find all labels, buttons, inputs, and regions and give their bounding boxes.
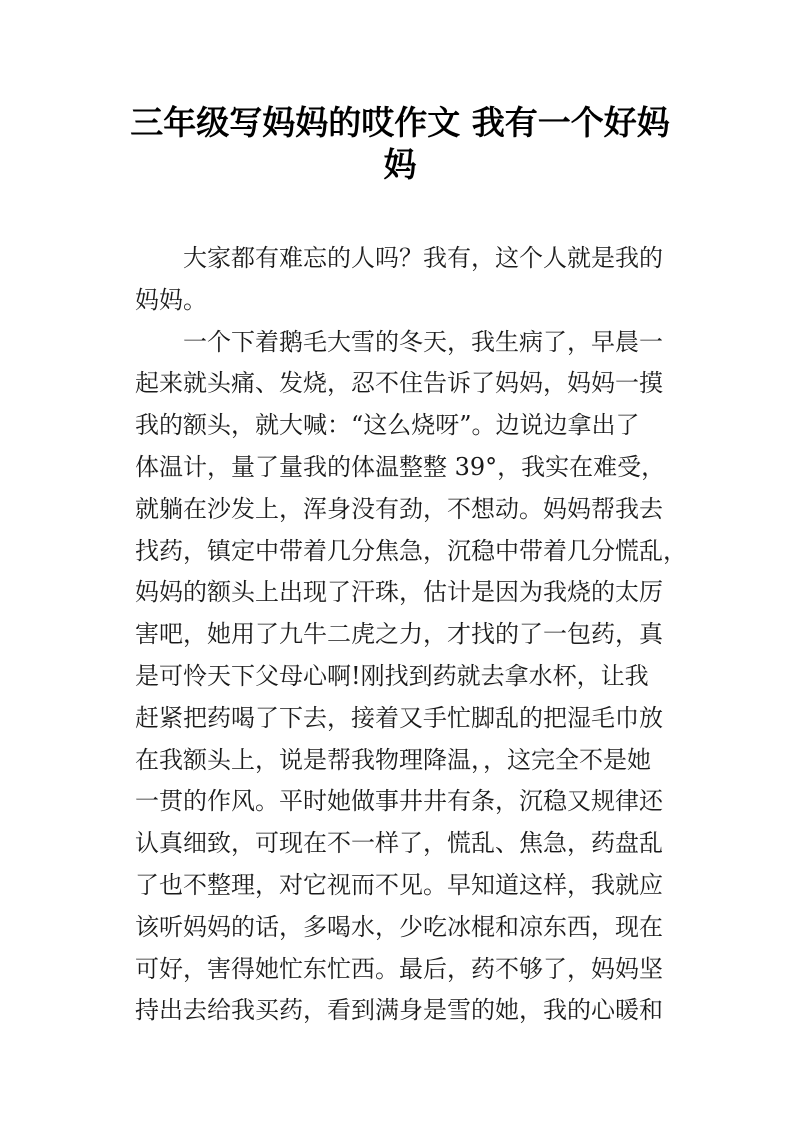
paragraph-line: 找药，镇定中带着几分焦急，沉稳中带着几分慌乱，	[135, 536, 687, 565]
paragraph-line: 我的额头，就大喊：“这么烧呀”。边说边拿出了	[135, 411, 640, 440]
paragraph-line: 认真细致，可现在不一样了，慌乱、焦急，药盘乱	[135, 829, 663, 858]
paragraph-line: 该听妈妈的话，多喝水，少吃冰棍和凉东西，现在	[135, 912, 663, 941]
paragraph-line: 一贯的作风。平时她做事井井有条，沉稳又规律还	[135, 787, 663, 816]
essay-body	[135, 238, 687, 1032]
paragraph-line: 害吧，她用了九牛二虎之力，才找的了一包药，真	[135, 620, 663, 649]
paragraph-line: 是可怜天下父母心啊!刚找到药就去拿水杯，让我	[135, 661, 649, 690]
title-line-2: 妈	[383, 145, 417, 184]
paragraph-line: 了也不整理，对它视而不见。早知道这样，我就应	[135, 870, 663, 899]
title-line-1: 三年级写妈妈的哎作文 我有一个好妈	[130, 103, 670, 142]
document-title	[120, 102, 680, 186]
paragraph-line: 体温计，量了量我的体温整整 39°，我实在难受，	[135, 452, 666, 481]
paragraph-line: 就躺在沙发上，浑身没有劲，不想动。妈妈帮我去	[135, 494, 663, 523]
paragraph-line: 可好，害得她忙东忙西。最后，药不够了，妈妈坚	[135, 954, 663, 983]
paragraph-line: 大家都有难忘的人吗？我有，这个人就是我的	[183, 244, 663, 272]
paragraph-line: 一个下着鹅毛大雪的冬天，我生病了，早晨一	[183, 327, 663, 356]
paragraph-line: 在我额头上，说是帮我物理降温，，这完全不是她	[135, 745, 651, 774]
paragraph-line: 起来就头痛、发烧，忍不住告诉了妈妈，妈妈一摸	[135, 369, 663, 398]
paragraph-line: 赶紧把药喝了下去，接着又手忙脚乱的把湿毛巾放	[135, 703, 663, 732]
paragraph-line: 妈妈。	[135, 285, 207, 314]
paragraph-line: 妈妈的额头上出现了汗珠，估计是因为我烧的太厉	[135, 578, 663, 607]
paragraph-line: 持出去给我买药，看到满身是雪的她，我的心暖和	[135, 996, 663, 1025]
